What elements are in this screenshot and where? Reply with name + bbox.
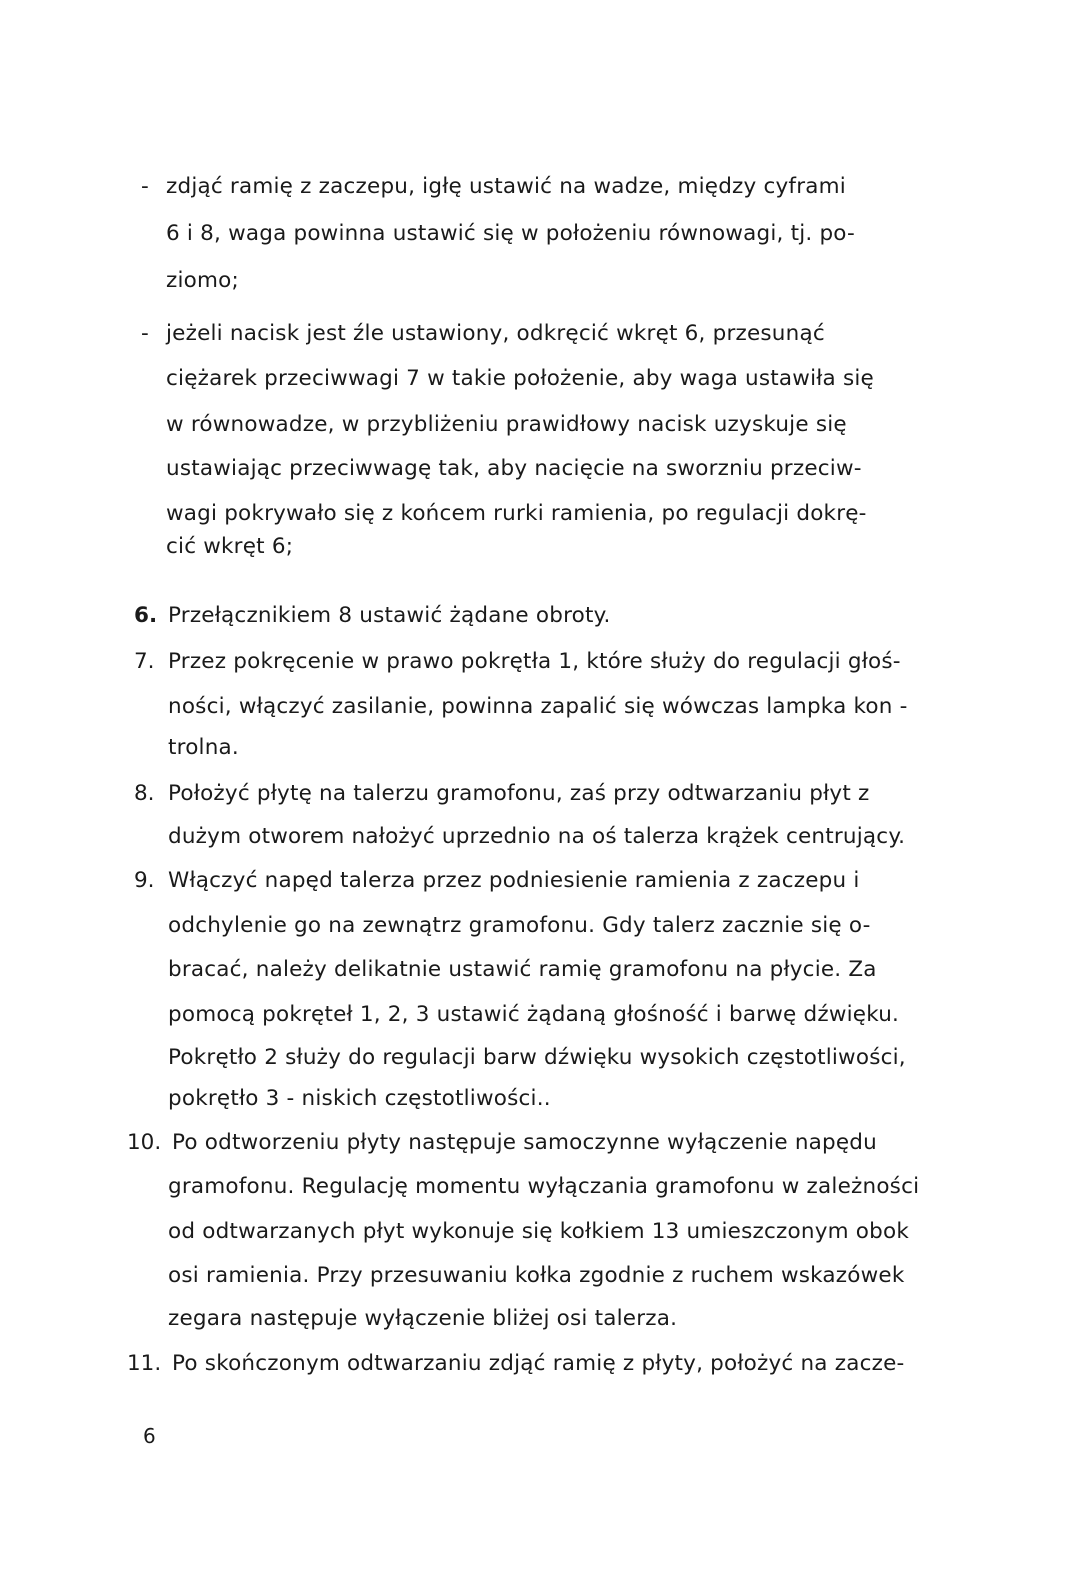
text-line: ności, włączyć zasilanie, powinna zapalić się wówczas lampka kon - [168,694,908,719]
dash-marker: - [141,321,149,346]
text-line: Po odtworzeniu płyty następuje samoczynne wyłączenie napędu [172,1130,877,1155]
text-line: Po skończonym odtwarzaniu zdjąć ramię z płyty, położyć na zacze- [172,1351,905,1376]
text-line: pokrętło 3 - niskich częstotliwości.. [168,1086,551,1111]
text-line: od odtwarzanych płyt wykonuje się kołkiem 13 umieszczonym obok [168,1219,909,1244]
text-line: odchylenie go na zewnątrz gramofonu. Gdy talerz zacznie się o- [168,913,871,938]
page-number: 6 [143,1424,156,1448]
text-line: ciężarek przeciwwagi 7 w takie położenie, aby waga ustawiła się [166,366,874,391]
item-number: 8. [134,781,155,806]
text-line: dużym otworem nałożyć uprzednio na oś talerza krążek centrujący. [168,824,906,849]
item-number: 7. [134,649,155,674]
text-line: bracać, należy delikatnie ustawić ramię gramofonu na płycie. Za [168,957,877,982]
item-number: 9. [134,868,155,893]
text-line: Włączyć napęd talerza przez podniesienie ramienia z zaczepu i [168,868,860,893]
dash-marker: - [141,174,149,199]
text-line: trolna. [168,735,239,760]
item-number: 11. [127,1351,162,1376]
text-line: osi ramienia. Przy przesuwaniu kołka zgodnie z ruchem wskazówek [168,1263,905,1288]
item-number: 6. [134,603,158,628]
text-line: Przełącznikiem 8 ustawić żądane obroty. [168,603,611,628]
text-line: w równowadze, w przybliżeniu prawidłowy nacisk uzyskuje się [166,412,847,437]
text-line: Położyć płytę na talerzu gramofonu, zaś przy odtwarzaniu płyt z [168,781,870,806]
text-line: wagi pokrywało się z końcem rurki ramienia, po regulacji dokrę- [166,501,867,526]
text-line: cić wkręt 6; [166,534,294,559]
text-line: ziomo; [166,268,239,293]
text-line: ustawiając przeciwwagę tak, aby nacięcie na sworzniu przeciw- [166,456,862,481]
text-line: gramofonu. Regulację momentu wyłączania gramofonu w zależności [168,1174,920,1199]
text-line: Pokrętło 2 służy do regulacji barw dźwięku wysokich częstotliwości, [168,1045,906,1070]
text-line: zdjąć ramię z zaczepu, igłę ustawić na wadze, między cyframi [166,174,846,199]
text-line: 6 i 8, waga powinna ustawić się w położeniu równowagi, tj. po- [166,221,856,246]
text-line: jeżeli nacisk jest źle ustawiony, odkręcić wkręt 6, przesunąć [166,321,825,346]
item-number: 10. [127,1130,162,1155]
text-line: Przez pokręcenie w prawo pokrętła 1, które służy do regulacji głoś- [168,649,901,674]
text-line: pomocą pokręteł 1, 2, 3 ustawić żądaną głośność i barwę dźwięku. [168,1002,900,1027]
text-line: zegara następuje wyłączenie bliżej osi talerza. [168,1306,678,1331]
